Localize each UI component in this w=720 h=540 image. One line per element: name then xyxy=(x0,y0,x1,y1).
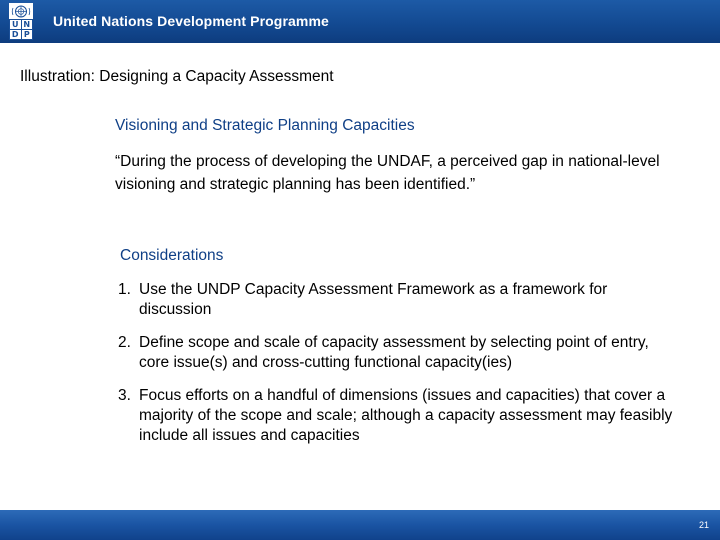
list-item xyxy=(118,386,678,446)
list-item xyxy=(118,280,678,320)
logo-letter: U xyxy=(12,20,19,29)
considerations-list xyxy=(118,280,678,459)
logo-letter: D xyxy=(11,30,19,39)
logo-letter: P xyxy=(22,30,33,39)
undp-logo xyxy=(9,3,33,40)
list-item-text: Use the UNDP Capacity Assessment Framework as a framework for discussion xyxy=(139,281,608,318)
list-item-text: Focus efforts on a handful of dimensions (issues and capacities) that cover a majority of the scope and scale; although a capacity assessment may feasibly include all issues and capacities xyxy=(139,387,673,444)
slide-title: Illustration: Designing a Capacity Assessment xyxy=(20,68,334,85)
header-bar xyxy=(0,0,720,43)
organization-name: United Nations Development Programme xyxy=(53,13,329,29)
logo-letter: N xyxy=(23,20,31,29)
list-item-text: Define scope and scale of capacity assessment by selecting point of entry, core issue(s) and cross-cutting functional capacity(ies) xyxy=(139,334,649,371)
list-item-number: 2. xyxy=(118,334,131,351)
quote-text: “During the process of developing the UNDAF, a perceived gap in national-level visioning and strategic planning has been identified.” xyxy=(115,153,660,193)
logo-letter-grid xyxy=(10,20,32,39)
considerations-heading: Considerations xyxy=(120,247,224,264)
list-item-number: 1. xyxy=(118,281,131,298)
page-number: 21 xyxy=(698,520,709,530)
footer-bar xyxy=(0,510,720,540)
section-subheading: Visioning and Strategic Planning Capacities xyxy=(115,117,415,134)
list-item xyxy=(118,333,678,373)
un-emblem-icon xyxy=(10,4,32,19)
list-item-number: 3. xyxy=(118,387,131,404)
